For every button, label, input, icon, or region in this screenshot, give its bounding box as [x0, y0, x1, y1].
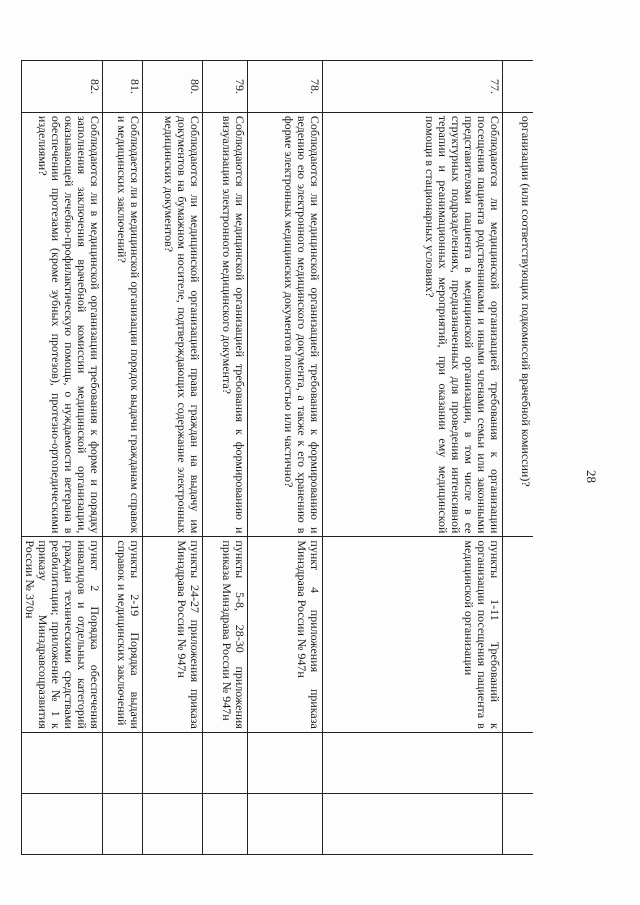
reference-cell: пункты 1-11 Требований к организации посещения пациента в медицинской организации [323, 537, 503, 732]
page-number: 28 [584, 470, 599, 483]
answer-cell [143, 732, 203, 793]
question-cell: организации (или соответствующих подкомиссий врачебной комиссии)? [503, 112, 533, 536]
row-number: 77. [323, 61, 503, 113]
table-row [323, 61, 503, 855]
answer-cell [248, 732, 323, 793]
checklist-table-rotated [23, 60, 533, 855]
row-number: 78. [248, 61, 323, 113]
question-cell: Соблюдаются ли медицинской организацией права граждан на выдачу им документов на бумажном носителе, подтверждающих содержание электронных медицинских документов? [143, 112, 203, 536]
table-row [103, 61, 143, 855]
row-number [503, 61, 533, 113]
answer-cell [503, 732, 533, 793]
note-cell [323, 793, 503, 854]
question-cell: Соблюдаются ли медицинской организацией требования к формированию и визуализации электронного медицинского документа? [203, 112, 248, 536]
question-cell: Соблюдаются ли медицинской организацией требования к организации посещения пациента родственниками и иными членами семьи или законными представителями пациента в медицинской организации, в том числе в ее структурных подразделениях, предназначенных для проведения интенсивной терапии и реанимационных мероприятий, при оказании ему медицинской помощи в стационарных условиях? [323, 112, 503, 536]
note-cell [103, 793, 143, 854]
table-row-continuation [503, 61, 533, 855]
question-cell: Соблюдаются ли в медицинской организации требования к форме и порядку заполнения заключения врачебной комиссии медицинской организации, оказывающей лечебно-профилактическую помощь, о нуждаемости ветерана в обеспечении протезами (кроме зубных протезов), протезно-ортопедическими изделиями? [22, 112, 103, 536]
reference-cell: пункт 4 приложения приказа Минздрава России № 947н [248, 537, 323, 732]
note-cell [203, 793, 248, 854]
row-number: 80. [143, 61, 203, 113]
question-cell: Соблюдается ли в медицинской организации порядок выдачи гражданам справок и медицинских заключений? [103, 112, 143, 536]
note-cell [503, 793, 533, 854]
answer-cell [22, 732, 103, 793]
note-cell [22, 793, 103, 854]
row-number: 81. [103, 61, 143, 113]
reference-cell: пункты 24-27 приложения приказа Минздрава России № 947н [143, 537, 203, 732]
note-cell [143, 793, 203, 854]
note-cell [248, 793, 323, 854]
reference-cell [503, 537, 533, 732]
reference-cell: пункты 5-8, 28-30 приложения приказа Минздрава России № 947н [203, 537, 248, 732]
row-number: 79. [203, 61, 248, 113]
table-row [203, 61, 248, 855]
table-row [22, 61, 103, 855]
checklist-table [22, 60, 534, 855]
row-number: 82. [22, 61, 103, 113]
table-row [143, 61, 203, 855]
reference-cell: пункты 2-19 Порядка выдачи справок и медицинских заключений [103, 537, 143, 732]
question-cell: Соблюдаются ли медицинской организацией требования к формированию и ведению ею электронного медицинского документа, а также к его хранению в форме электронных медицинских документов полностью или частично? [248, 112, 323, 536]
reference-cell: пункт 2 Порядка обеспечения инвалидов и отдельных категорий граждан техническими средствами реабилитации; приложение № 1 к приказу Минздравсоцразвития России № 370н [22, 537, 103, 732]
answer-cell [323, 732, 503, 793]
answer-cell [103, 732, 143, 793]
table-row [248, 61, 323, 855]
answer-cell [203, 732, 248, 793]
